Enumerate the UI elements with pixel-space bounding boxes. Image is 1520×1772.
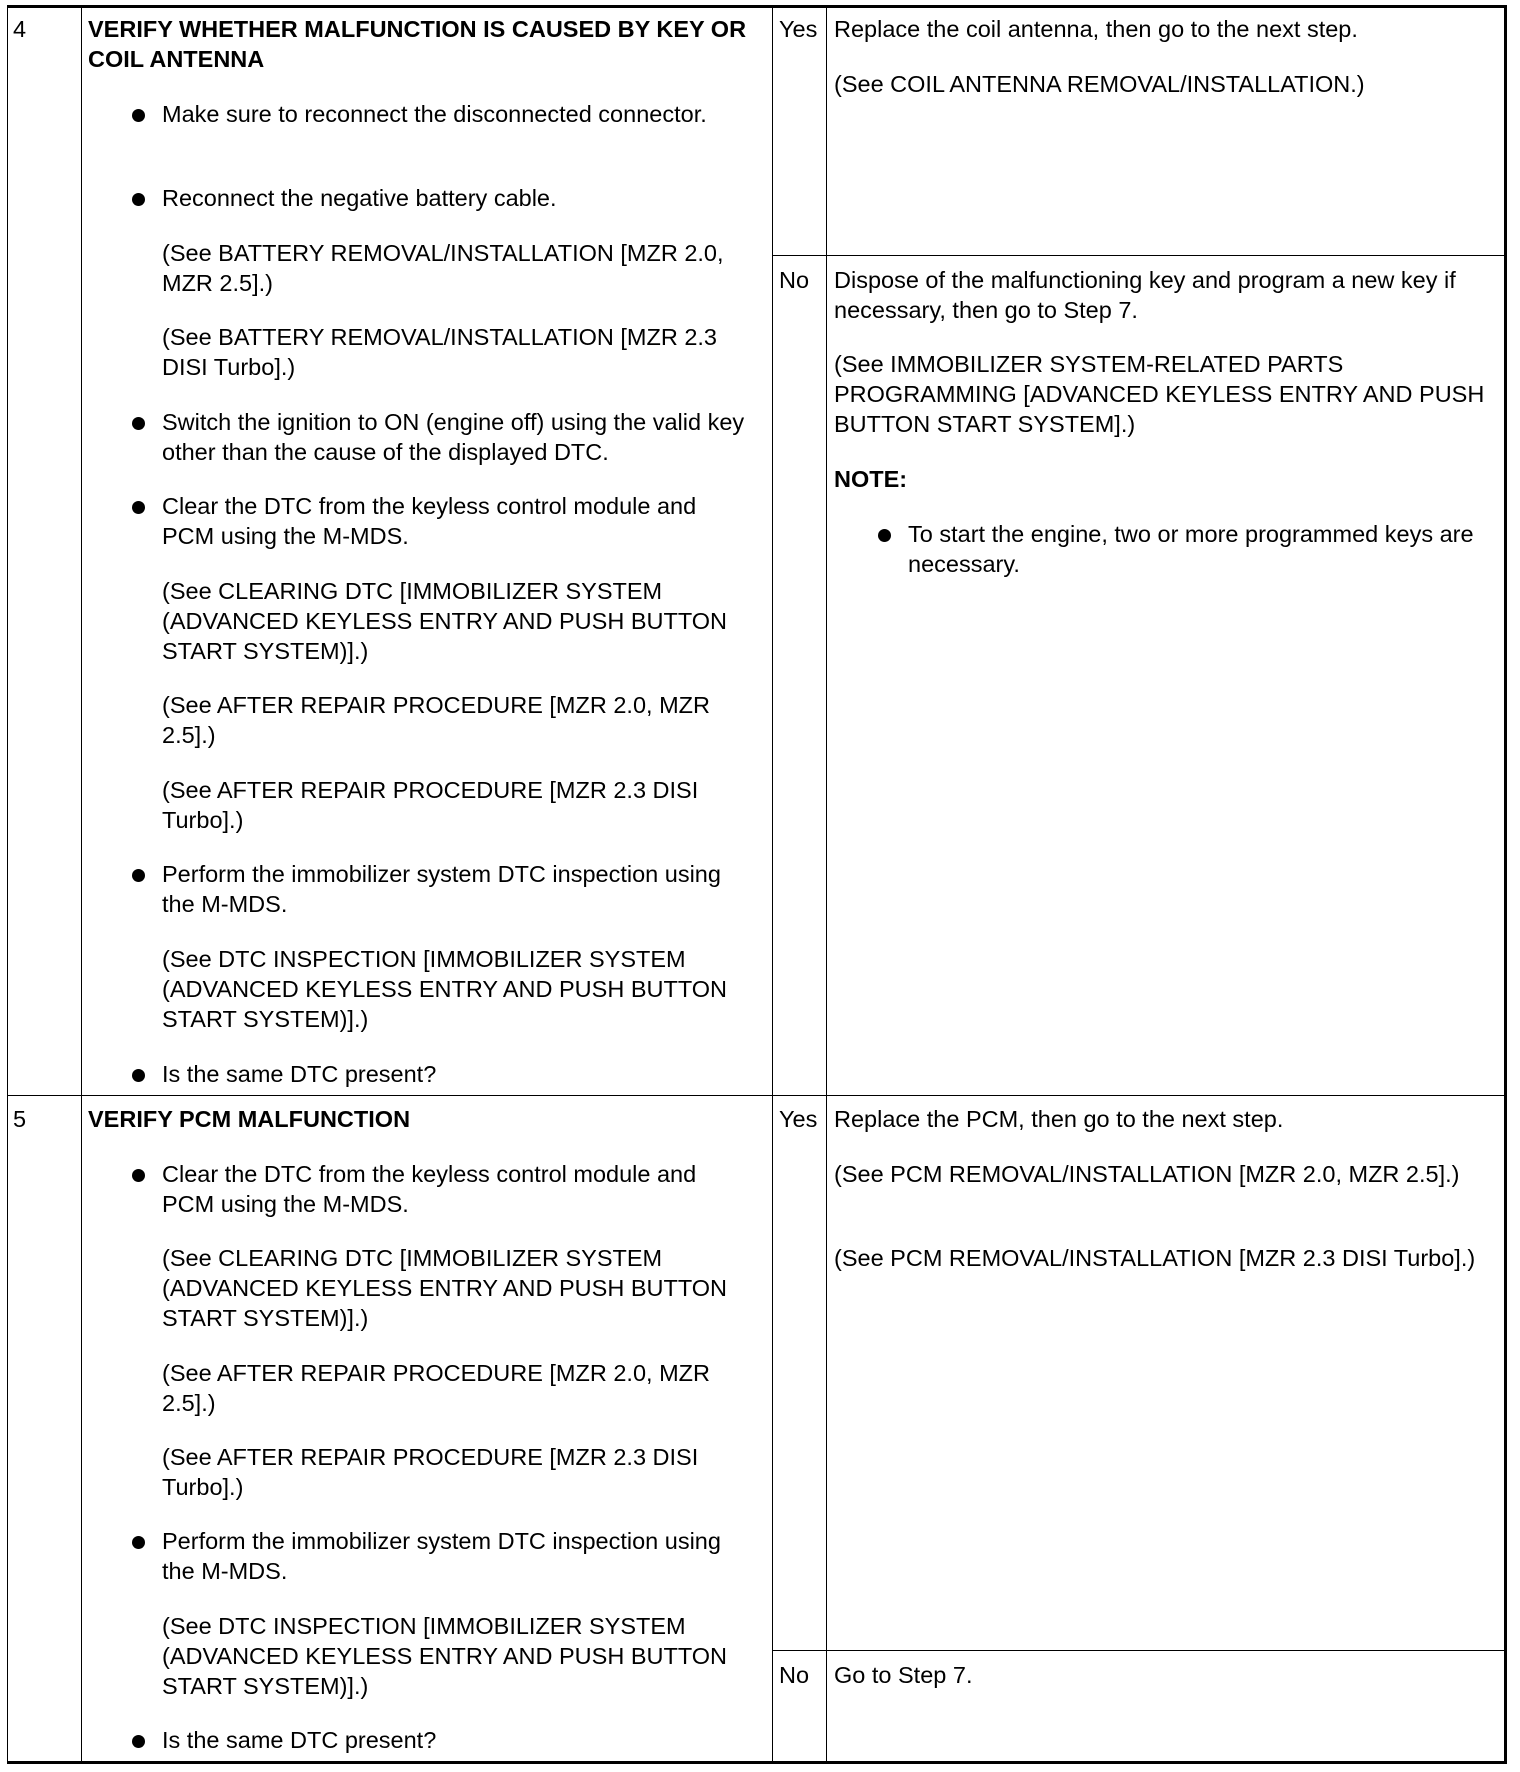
reference-link[interactable]: (See AFTER REPAIR PROCEDURE [MZR 2.0, MZR 2.5].) <box>162 692 710 748</box>
step-title: VERIFY WHETHER MALFUNCTION IS CAUSED BY KEY OR COIL ANTENNA <box>88 16 747 72</box>
reference-link[interactable]: (See COIL ANTENNA REMOVAL/INSTALLATION.) <box>834 71 1365 97</box>
answer-yes: Yes <box>779 1106 818 1132</box>
step-title: VERIFY PCM MALFUNCTION <box>88 1106 411 1132</box>
yes-action: Replace the PCM, then go to the next step. <box>834 1106 1284 1132</box>
action-bullet: Clear the DTC from the keyless control module and PCM using the M-MDS. <box>162 1159 754 1219</box>
action-bullet: Is the same DTC present? <box>162 1725 754 1755</box>
divider-answer-col <box>826 7 827 1762</box>
action-bullet: Make sure to reconnect the disconnected connector. <box>162 99 754 129</box>
yes-action: Replace the coil antenna, then go to the next step. <box>834 16 1358 42</box>
step-number: 5 <box>13 1106 27 1132</box>
reference-link[interactable]: (See AFTER REPAIR PROCEDURE [MZR 2.3 DISI Turbo].) <box>162 1444 699 1500</box>
divider-step4-yes-no <box>772 255 1504 256</box>
divider-step5-yes-no <box>772 1650 1504 1651</box>
reference-link[interactable]: (See PCM REMOVAL/INSTALLATION [MZR 2.0, MZR 2.5].) <box>834 1161 1460 1187</box>
divider-action-col <box>772 7 773 1762</box>
reference-link[interactable]: (See PCM REMOVAL/INSTALLATION [MZR 2.3 DISI Turbo].) <box>834 1245 1476 1271</box>
action-bullet: Switch the ignition to ON (engine off) using the valid key other than the cause of the displayed DTC. <box>162 407 754 467</box>
reference-link[interactable]: (See CLEARING DTC [IMMOBILIZER SYSTEM (ADVANCED KEYLESS ENTRY AND PUSH BUTTON START SYSTEM)].) <box>162 578 728 664</box>
reference-link[interactable]: (See AFTER REPAIR PROCEDURE [MZR 2.0, MZR 2.5].) <box>162 1360 710 1416</box>
answer-yes: Yes <box>779 16 818 42</box>
reference-link[interactable]: (See AFTER REPAIR PROCEDURE [MZR 2.3 DISI Turbo].) <box>162 777 699 833</box>
reference-link[interactable]: (See IMMOBILIZER SYSTEM-RELATED PARTS PROGRAMMING [ADVANCED KEYLESS ENTRY AND PUSH BUTTON START SYSTEM].) <box>834 351 1485 437</box>
action-bullet: Perform the immobilizer system DTC inspection using the M-MDS. <box>162 859 754 919</box>
reference-link[interactable]: (See BATTERY REMOVAL/INSTALLATION [MZR 2.3 DISI Turbo].) <box>162 324 718 380</box>
note-heading: NOTE: <box>834 466 908 492</box>
no-action: Go to Step 7. <box>834 1662 973 1688</box>
reference-link[interactable]: (See CLEARING DTC [IMMOBILIZER SYSTEM (ADVANCED KEYLESS ENTRY AND PUSH BUTTON START SYSTEM)].) <box>162 1245 728 1331</box>
action-bullet: Reconnect the negative battery cable. <box>162 183 754 213</box>
note-bullet: To start the engine, two or more programmed keys are necessary. <box>908 519 1488 579</box>
action-bullet: Clear the DTC from the keyless control module and PCM using the M-MDS. <box>162 491 754 551</box>
no-action: Dispose of the malfunctioning key and program a new key if necessary, then go to Step 7. <box>834 267 1456 323</box>
action-bullet: Is the same DTC present? <box>162 1059 754 1089</box>
answer-no: No <box>779 1662 810 1688</box>
action-bullet: Perform the immobilizer system DTC inspection using the M-MDS. <box>162 1526 754 1586</box>
divider-step-col <box>81 7 82 1762</box>
reference-link[interactable]: (See BATTERY REMOVAL/INSTALLATION [MZR 2.0, MZR 2.5].) <box>162 240 724 296</box>
divider-step4-step5 <box>8 1095 1504 1096</box>
reference-link[interactable]: (See DTC INSPECTION [IMMOBILIZER SYSTEM (ADVANCED KEYLESS ENTRY AND PUSH BUTTON START SYSTEM)].) <box>162 1613 728 1699</box>
step-number: 4 <box>13 16 27 42</box>
reference-link[interactable]: (See DTC INSPECTION [IMMOBILIZER SYSTEM (ADVANCED KEYLESS ENTRY AND PUSH BUTTON START SYSTEM)].) <box>162 946 728 1032</box>
answer-no: No <box>779 267 810 293</box>
